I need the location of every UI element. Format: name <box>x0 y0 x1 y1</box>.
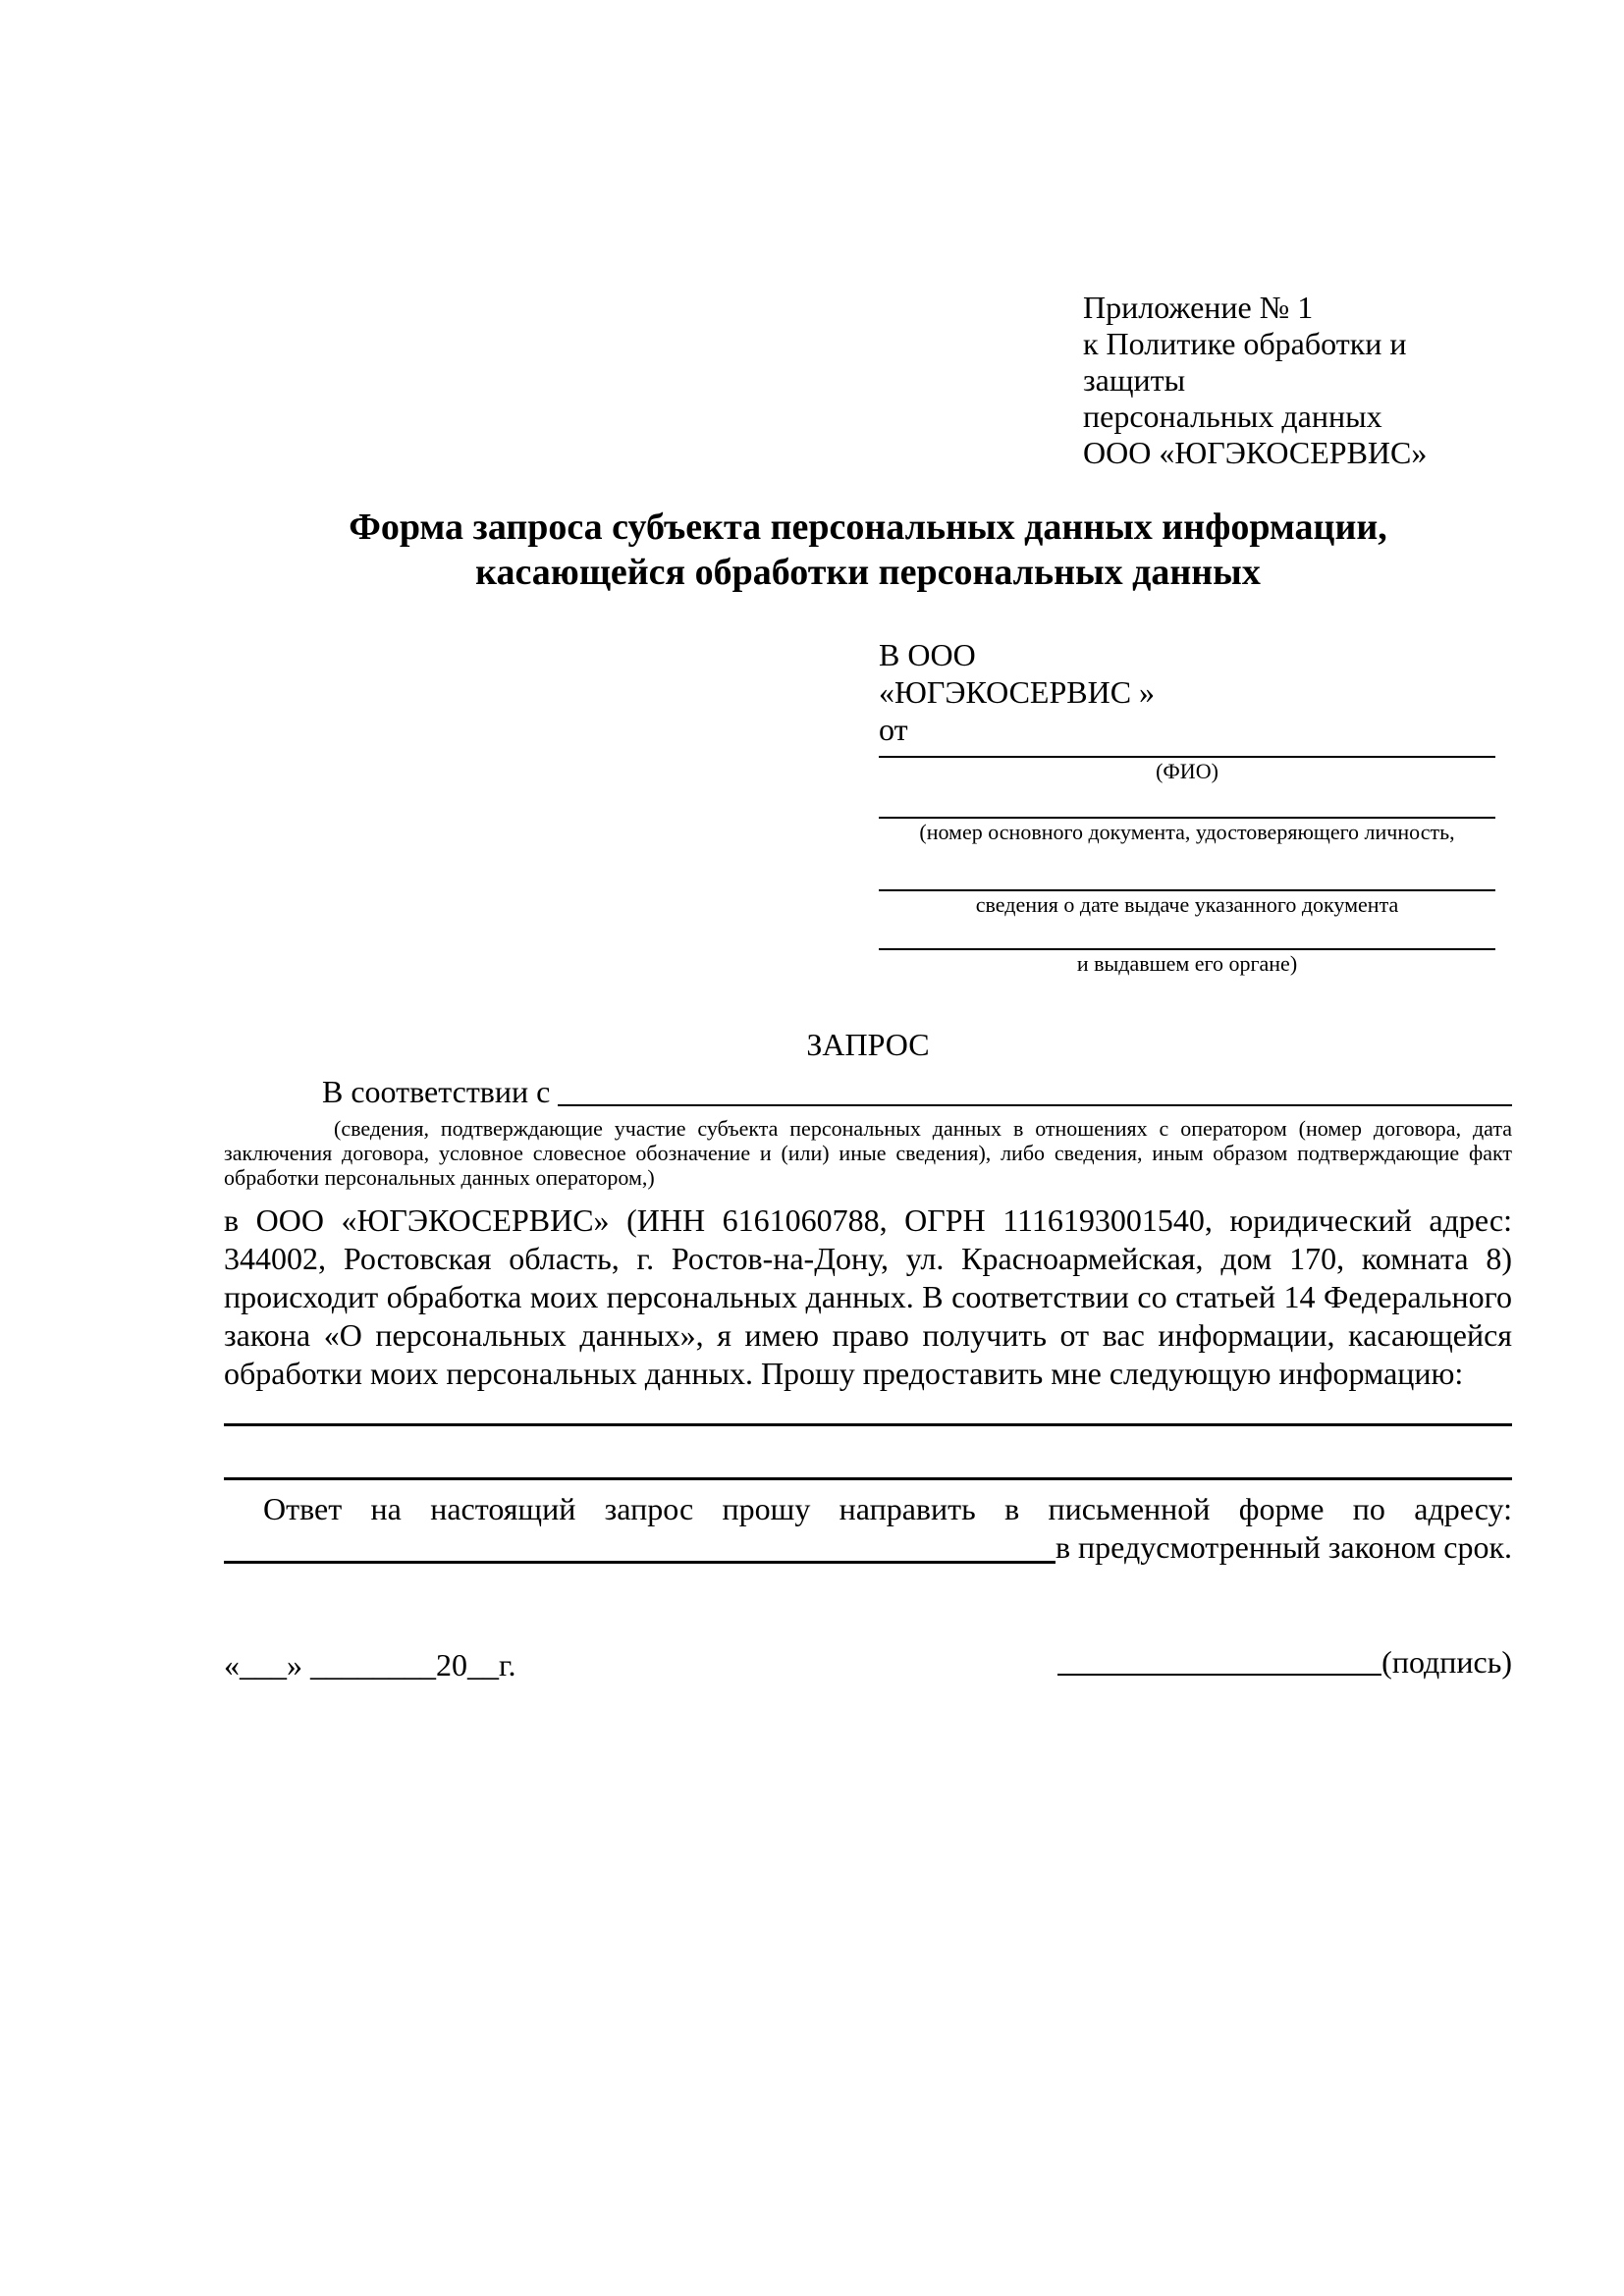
appendix-note-line: Приложение № 1 <box>1083 290 1314 325</box>
address-fill-line <box>224 1528 1056 1564</box>
issuer-fill-line <box>879 918 1495 950</box>
issuer-caption: и выдавшем его органе) <box>1076 951 1298 976</box>
reply-suffix: в предусмотренный законом срок. <box>1055 1529 1512 1565</box>
signature-row <box>224 1643 1512 1683</box>
issue-date-fill-line <box>879 845 1495 891</box>
signature-area <box>1057 1643 1512 1681</box>
appendix-note-line: ООО «ЮГЭКОСЕРВИС» <box>1083 435 1428 470</box>
addressee-org-line-1: В ООО <box>879 637 976 672</box>
passport-caption: (номер основного документа, удостоверяющего личность, <box>919 820 1455 844</box>
signature-caption: (подпись) <box>1381 1644 1512 1680</box>
document-content <box>224 290 1512 1683</box>
appendix-note-line: персональных данных <box>1083 399 1382 434</box>
date-blank: «___» ________20__г. <box>224 1647 516 1682</box>
blank-fill-line-1 <box>224 1393 1512 1426</box>
signature-fill-line <box>1057 1643 1381 1676</box>
intro-row <box>224 1073 1512 1110</box>
passport-fill-line <box>879 784 1495 819</box>
document-title-line-2: касающейся обработки персональных данных <box>475 552 1261 593</box>
address-row <box>224 1528 1512 1567</box>
reply-paragraph: Ответ на настоящий запрос прошу направить в письменной форме по адресу: <box>263 1491 1512 1526</box>
document-title-line-1: Форма запроса субъекта персональных данных информации, <box>349 507 1387 548</box>
fio-caption: (ФИО) <box>1156 759 1218 783</box>
document-title <box>224 505 1512 595</box>
appendix-note-line: к Политике обработки и защиты <box>1083 326 1407 398</box>
fine-print-note: (сведения, подтверждающие участие субъекта персональных данных в отношениях с оператором (номер договора, дата заключения договора, условное словесное обозначение и (или) иные сведения), либо сведения, иным образом подтверждающие факт обработки персональных данных оператором,) <box>224 1116 1512 1190</box>
appendix-note <box>1083 290 1512 471</box>
issue-date-caption: сведения о дате выдаче указанного документа <box>975 892 1399 917</box>
intro-indent <box>224 1073 322 1110</box>
intro-prefix: В соответствии с <box>322 1074 551 1109</box>
request-heading: ЗАПРОС <box>806 1027 930 1062</box>
addressee-block <box>879 636 1495 977</box>
fio-fill-line <box>879 748 1495 758</box>
intro-fill-line <box>558 1073 1512 1106</box>
addressee-from-label: от <box>879 712 908 747</box>
blank-fill-line-2 <box>224 1426 1512 1480</box>
addressee-org-line-2: «ЮГЭКОСЕРВИС » <box>879 674 1156 710</box>
body-paragraph: в ООО «ЮГЭКОСЕРВИС» (ИНН 6161060788, ОГРН 1116193001540, юридический адрес: 344002, Ростовская область, г. Ростов-на-Дону, ул. Красноармейская, дом 170, комната 8) происходит обработка моих персональных данных. В соответствии со статьей 14 Федерального закона «О персональных данных», я имею право получить от вас информации, касающейся обработки моих персональных данных. Прошу предоставить мне следующую информацию: <box>224 1202 1512 1391</box>
